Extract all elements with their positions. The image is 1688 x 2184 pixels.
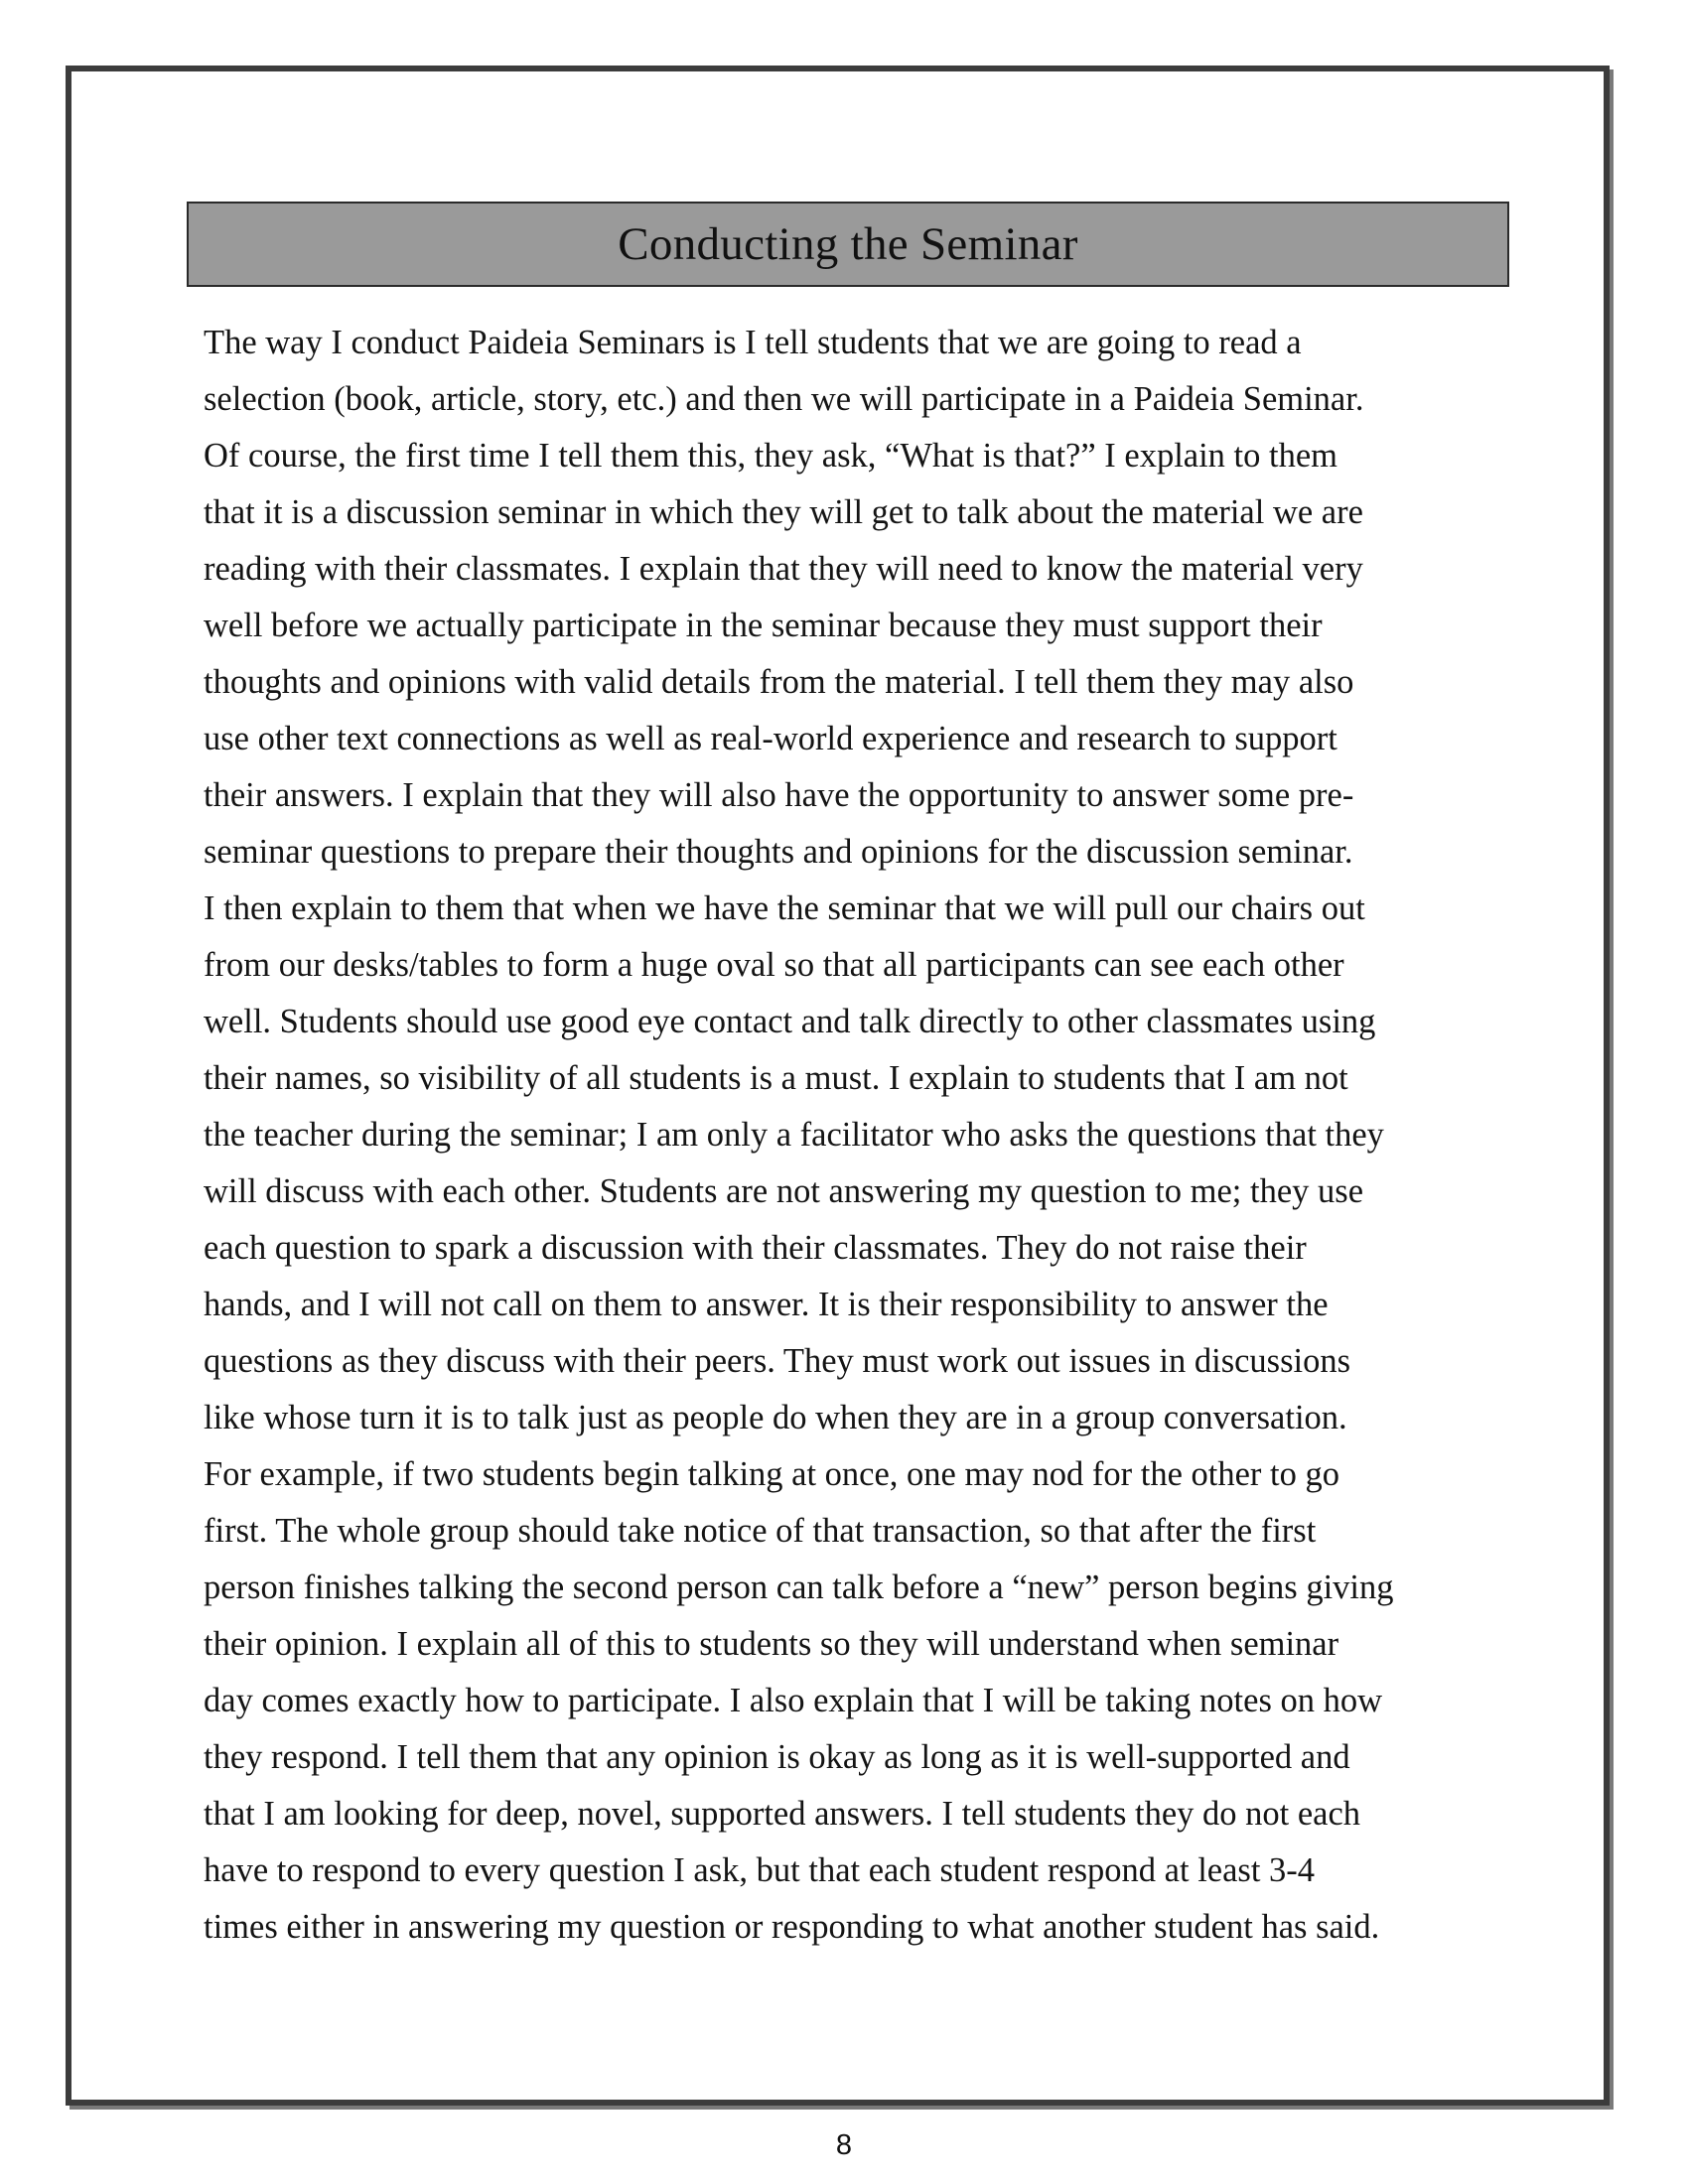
body-text-line: their opinion. I explain all of this to students so they will understand when seminar — [204, 1625, 1339, 1663]
body-text-line: reading with their classmates. I explain that they will need to know the material very — [204, 550, 1363, 588]
body-text-line: person finishes talking the second person can talk before a “new” person begins giving — [204, 1569, 1394, 1606]
body-text-line: well before we actually participate in the seminar because they must support their — [204, 607, 1323, 644]
page-number: 8 — [835, 2129, 853, 2161]
body-text-line: questions as they discuss with their peers. They must work out issues in discussions — [204, 1342, 1351, 1380]
body-text-line: their answers. I explain that they will also have the opportunity to answer some pre- — [204, 776, 1354, 814]
body-text-line: selection (book, article, story, etc.) and then we will participate in a Paideia Seminar. — [204, 380, 1364, 418]
body-text-line: that I am looking for deep, novel, supported answers. I tell students they do not each — [204, 1795, 1361, 1833]
body-text-line: thoughts and opinions with valid details from the material. I tell them they may also — [204, 663, 1354, 701]
body-text-line: day comes exactly how to participate. I also explain that I will be taking notes on how — [204, 1682, 1383, 1719]
body-text-line: from our desks/tables to form a huge oval so that all participants can see each other — [204, 946, 1344, 984]
body-text-line: that it is a discussion seminar in which they will get to talk about the material we are — [204, 493, 1363, 531]
section-title: Conducting the Seminar — [618, 217, 1078, 270]
body-text-line: use other text connections as well as real-world experience and research to support — [204, 720, 1337, 757]
body-text-line: hands, and I will not call on them to answer. It is their responsibility to answer the — [204, 1286, 1329, 1323]
body-text-line: well. Students should use good eye contact and talk directly to other classmates using — [204, 1003, 1376, 1040]
body-text-line: each question to spark a discussion with their classmates. They do not raise their — [204, 1229, 1307, 1267]
body-text-line: like whose turn it is to talk just as people do when they are in a group conversation. — [204, 1399, 1347, 1436]
body-text-line: times either in answering my question or responding to what another student has said. — [204, 1908, 1380, 1946]
body-text-line: will discuss with each other. Students are not answering my question to me; they use — [204, 1172, 1364, 1210]
body-text-line: The way I conduct Paideia Seminars is I tell students that we are going to read a — [204, 324, 1302, 361]
body-text-line: they respond. I tell them that any opinion is okay as long as it is well-supported and — [204, 1738, 1350, 1776]
body-text-line: first. The whole group should take notice of that transaction, so that after the first — [204, 1512, 1317, 1550]
section-title-banner — [187, 202, 1509, 287]
body-paragraph — [204, 315, 1524, 1956]
body-text-line: the teacher during the seminar; I am only a facilitator who asks the questions that they — [204, 1116, 1384, 1154]
body-text-line: For example, if two students begin talking at once, one may nod for the other to go — [204, 1455, 1339, 1493]
body-text-line: seminar questions to prepare their thoughts and opinions for the discussion seminar. — [204, 833, 1353, 871]
body-text-line: Of course, the first time I tell them this, they ask, “What is that?” I explain to them — [204, 437, 1338, 475]
body-text-line: I then explain to them that when we have the seminar that we will pull our chairs out — [204, 889, 1365, 927]
body-text-line: their names, so visibility of all students is a must. I explain to students that I am not — [204, 1059, 1348, 1097]
body-text-line: have to respond to every question I ask, but that each student respond at least 3-4 — [204, 1851, 1316, 1889]
page-border-frame — [66, 66, 1610, 2106]
